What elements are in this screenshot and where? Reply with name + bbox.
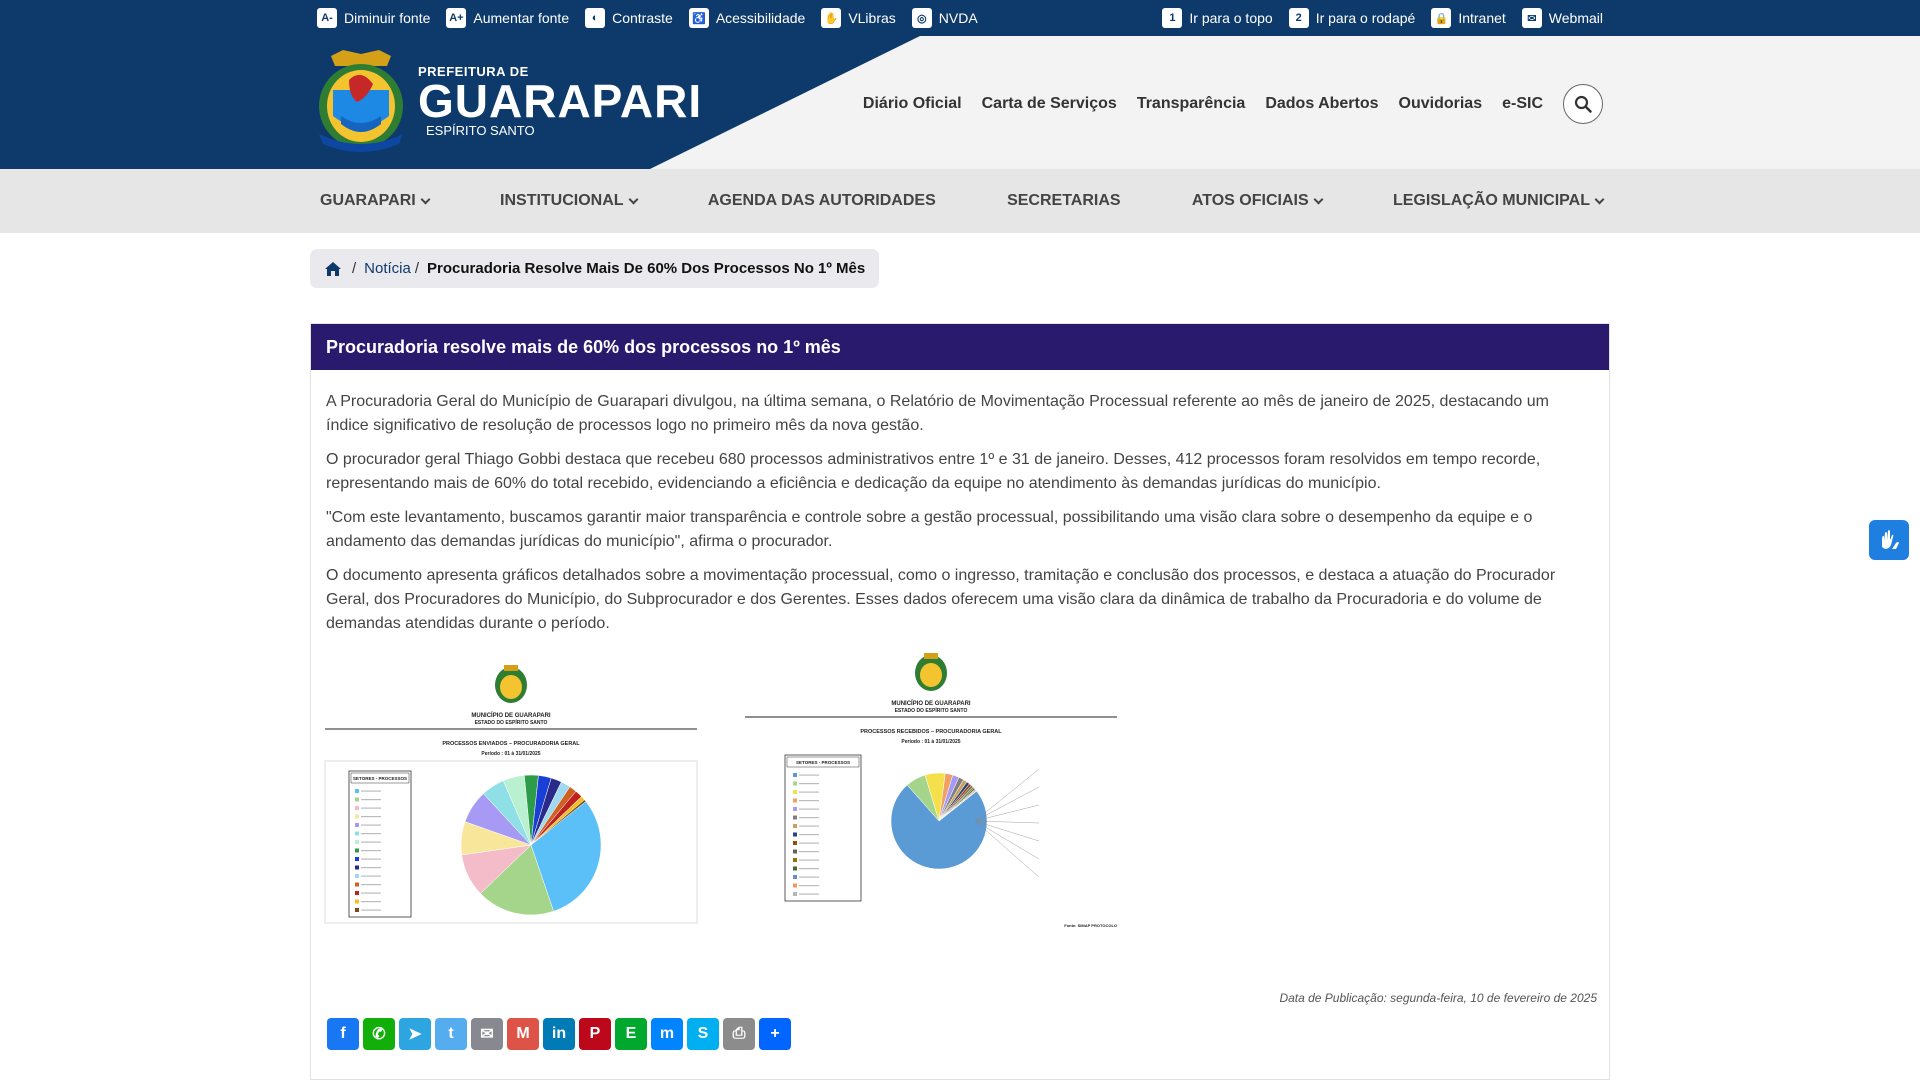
- nav-item-legislacao-municipal[interactable]: [1393, 192, 1603, 210]
- figure-period: Período : 01 à 31/01/2025: [901, 739, 961, 745]
- left-vlibras[interactable]: [821, 8, 895, 28]
- legend-label-line: [799, 885, 819, 886]
- figure-period: Período : 01 à 31/01/2025: [481, 751, 541, 757]
- print-share-button[interactable]: [723, 1018, 755, 1050]
- linkedin-share-button[interactable]: [543, 1018, 575, 1050]
- legend-swatch: [793, 799, 797, 803]
- legend-label-line: [799, 783, 819, 784]
- logo-state: ESPÍRITO SANTO: [426, 123, 535, 138]
- legend-swatch: [355, 849, 359, 853]
- article-paragraph: "Com este levantamento, buscamos garantir maior transparência e controle sobre a gestão processual, possibilitando uma visão clara sobre o desempenho da equipe e o andamento das demandas jurídicas do município", afirma o procurador.: [326, 509, 1533, 550]
- figure-emblem: [915, 653, 947, 691]
- legend-label-line: [361, 842, 381, 843]
- header-link-ouvidorias[interactable]: Ouvidorias: [1398, 95, 1483, 112]
- legend-swatch: [355, 900, 359, 904]
- right-number-1[interactable]: [1162, 8, 1272, 28]
- nvda-icon: ◎: [912, 8, 932, 28]
- print-icon: ⎙: [732, 1025, 746, 1042]
- mail-icon: ✉: [1522, 8, 1542, 28]
- legend-label-line: [361, 808, 381, 809]
- accessibility-left-group: [317, 8, 994, 28]
- legend-swatch: [793, 773, 797, 777]
- accessibility-link-label: NVDA: [938, 10, 978, 26]
- font-increase-icon: A+: [446, 8, 466, 28]
- city-coat-of-arms-logo[interactable]: [313, 50, 409, 154]
- font-decrease-icon: A-: [317, 8, 337, 28]
- legend-label-line: [799, 851, 819, 852]
- main-navigation-items: [320, 169, 1603, 233]
- legend-swatch: [355, 823, 359, 827]
- gmail-share-button[interactable]: [507, 1018, 539, 1050]
- header-link-diario-oficial[interactable]: Diário Oficial: [862, 95, 962, 112]
- legend-label-line: [361, 850, 381, 851]
- legend-label-line: [799, 834, 819, 835]
- article-figures: [321, 657, 1121, 947]
- right-number-2[interactable]: [1289, 8, 1416, 28]
- left-font-increase[interactable]: [446, 8, 569, 28]
- accessibility-bar-inner: [317, 0, 1603, 36]
- legend-swatch: [793, 782, 797, 786]
- breadcrumb-link-noticia[interactable]: Notícia: [364, 260, 411, 277]
- legend-label-line: [799, 809, 819, 810]
- figure-title: PROCESSOS RECEBIDOS – PROCURADORIA GERAL: [860, 729, 1002, 735]
- share-more-share-button[interactable]: [759, 1018, 791, 1050]
- legend-label-line: [799, 894, 819, 895]
- legend-swatch: [793, 790, 797, 794]
- legend-swatch: [355, 806, 359, 810]
- number-1-icon: 1: [1162, 8, 1182, 28]
- home-icon[interactable]: [324, 261, 342, 277]
- legend-swatch: [793, 875, 797, 879]
- figure-org: MUNICÍPIO DE GUARAPARI: [891, 701, 971, 707]
- legend-label-line: [799, 817, 819, 818]
- chevron-down-icon: [628, 194, 638, 204]
- accessibility-right-group: [1162, 8, 1603, 28]
- legend-swatch: [793, 807, 797, 811]
- legend-label-line: [361, 910, 381, 911]
- accessibility-link-label: Ir para o topo: [1189, 10, 1273, 26]
- twitter-share-button[interactable]: [435, 1018, 467, 1050]
- main-navigation: [0, 169, 1920, 233]
- nav-item-secretarias[interactable]: [1007, 192, 1121, 210]
- article-body: [311, 370, 1609, 636]
- legend-label-line: [361, 901, 381, 902]
- share-buttons: [327, 1018, 795, 1050]
- article-title: Procuradoria resolve mais de 60% dos processos no 1º mês: [311, 324, 1609, 370]
- legend-swatch: [793, 816, 797, 820]
- logo-city-name: GUARAPARI: [418, 75, 703, 127]
- legend-label-line: [799, 800, 819, 801]
- legend-label-line: [361, 799, 381, 800]
- chevron-down-icon: [1313, 194, 1323, 204]
- left-contrast[interactable]: [585, 8, 673, 28]
- publication-date: Data de Publicação: segunda-feira, 10 de fevereiro de 2025: [1279, 991, 1597, 1005]
- pie-chart-recebidos: [891, 773, 987, 869]
- accessibility-link-label: Ir para o rodapé: [1315, 10, 1416, 26]
- legend-swatch: [355, 857, 359, 861]
- left-accessibility[interactable]: [689, 8, 806, 28]
- legend-swatch: [355, 883, 359, 887]
- nav-item-label: ATOS OFICIAIS: [1191, 192, 1309, 209]
- logo-subtitle: PREFEITURA DE: [418, 64, 529, 79]
- telegram-share-button[interactable]: [399, 1018, 431, 1050]
- breadcrumb-separator: /: [352, 260, 357, 277]
- legend-label-line: [799, 826, 819, 827]
- legend-swatch: [793, 824, 797, 828]
- legend-swatch: [793, 841, 797, 845]
- legend-swatch: [793, 884, 797, 888]
- pinterest-icon: P: [589, 1025, 601, 1042]
- nav-item-label: SECRETARIAS: [1007, 192, 1121, 209]
- legend-label-line: [799, 775, 819, 776]
- article-paragraph: O procurador geral Thiago Gobbi destaca que recebeu 680 processos administrativos entre 1º e 31 de janeiro. Desses, 412 processos foram resolvidos em tempo recorde, representando mais de 60% do total recebido, evidenciando a eficiência e dedicação da equipe no atendimento às demandas jurídicas do município.: [326, 451, 1541, 492]
- figure-legend-title: SETORES - PROCESSOS: [353, 776, 407, 781]
- legend-swatch: [355, 789, 359, 793]
- legend-label-line: [361, 859, 381, 860]
- accessibility-icon: ♿: [689, 8, 709, 28]
- accessibility-link-label: Intranet: [1458, 10, 1506, 26]
- legend-swatch: [793, 858, 797, 862]
- legend-label-line: [361, 833, 381, 834]
- lock-icon: 🔒: [1431, 8, 1451, 28]
- figure-title: PROCESSOS ENVIADOS – PROCURADORIA GERAL: [442, 741, 580, 747]
- whatsapp-icon: ✆: [372, 1026, 386, 1043]
- header-link-dados-abertos[interactable]: Dados Abertos: [1265, 95, 1379, 112]
- legend-label-line: [799, 868, 819, 869]
- nav-item-label: INSTITUCIONAL: [500, 192, 624, 209]
- legend-swatch: [355, 832, 359, 836]
- legend-swatch: [793, 892, 797, 896]
- skype-icon: S: [697, 1025, 709, 1042]
- accessibility-link-label: Webmail: [1548, 10, 1603, 26]
- sign-language-hands-icon: [1876, 527, 1902, 553]
- whatsapp-share-button[interactable]: [363, 1018, 395, 1050]
- legend-label-line: [799, 843, 819, 844]
- figure-state: ESTADO DO ESPÍRITO SANTO: [474, 720, 548, 726]
- legend-label-line: [361, 825, 381, 826]
- gmail-icon: M: [516, 1025, 530, 1042]
- legend-label-line: [361, 867, 381, 868]
- legend-label-line: [799, 860, 819, 861]
- legend-swatch: [793, 867, 797, 871]
- figure-org: MUNICÍPIO DE GUARAPARI: [471, 713, 551, 719]
- figure-processos-recebidos[interactable]: [743, 649, 1119, 939]
- header-link-carta-servicos[interactable]: Carta de Serviços: [981, 95, 1117, 112]
- logo-text[interactable]: [418, 64, 702, 138]
- vlibras-icon: ✋: [821, 8, 841, 28]
- right-lock[interactable]: [1431, 8, 1505, 28]
- article-paragraph: O documento apresenta gráficos detalhados sobre a movimentação processual, como o ingresso, tramitação e conclusão dos processos, e destaca a atuação do Procurador Geral, dos Procuradores do Município, do Subprocurador e dos Gerentes. Esses dados oferecem uma visão clara da dinâmica de trabalho da Procuradoria e do volume de demandas atendidas durante o período.: [326, 567, 1556, 632]
- pinterest-share-button[interactable]: [579, 1018, 611, 1050]
- article-paragraph: A Procuradoria Geral do Município de Guarapari divulgou, na última semana, o Relatório de Movimentação Processual referente ao mês de janeiro de 2025, destacando um índice significativo de resolução de processos logo no primeiro mês da nova gestão.: [326, 393, 1549, 434]
- nav-item-guarapari[interactable]: [320, 192, 429, 210]
- vlibras-widget-button[interactable]: [1869, 520, 1909, 560]
- chevron-down-icon: [420, 194, 430, 204]
- legend-label-line: [361, 893, 381, 894]
- twitter-icon: t: [448, 1025, 454, 1042]
- nav-item-agenda-das-autoridades[interactable]: [708, 192, 936, 210]
- telegram-icon: ➤: [408, 1026, 422, 1043]
- linkedin-icon: in: [551, 1025, 567, 1042]
- nav-item-label: GUARAPARI: [320, 192, 416, 209]
- accessibility-link-label: Diminuir fonte: [344, 10, 431, 26]
- evernote-icon: E: [625, 1025, 637, 1042]
- legend-swatch: [793, 833, 797, 837]
- legend-label-line: [361, 876, 381, 877]
- figure-source: Fonte: SIMAP PROTOCOLO: [1064, 923, 1117, 928]
- email-share-button[interactable]: [471, 1018, 503, 1050]
- nav-item-label: LEGISLAÇÃO MUNICIPAL: [1392, 192, 1590, 209]
- legend-swatch: [355, 840, 359, 844]
- legend-label-line: [361, 884, 381, 885]
- breadcrumb: [310, 249, 879, 288]
- facebook-share-button[interactable]: [327, 1018, 359, 1050]
- accessibility-link-label: Contraste: [612, 10, 673, 26]
- accessibility-link-label: VLibras: [848, 10, 896, 26]
- legend-label-line: [361, 791, 381, 792]
- figure-state: ESTADO DO ESPÍRITO SANTO: [894, 708, 968, 714]
- nav-item-label: AGENDA DAS AUTORIDADES: [707, 192, 936, 209]
- figure-processos-enviados[interactable]: [321, 657, 701, 937]
- legend-swatch: [355, 815, 359, 819]
- legend-swatch: [793, 850, 797, 854]
- share-more-icon: +: [770, 1025, 780, 1042]
- accessibility-bar: [0, 0, 1920, 36]
- legend-label-line: [799, 877, 819, 878]
- evernote-share-button[interactable]: [615, 1018, 647, 1050]
- header-link-transparencia[interactable]: Transparência: [1136, 95, 1246, 112]
- legend-swatch: [355, 874, 359, 878]
- breadcrumb-current: Procuradoria Resolve Mais De 60% Dos Processos No 1º Mês: [427, 260, 866, 277]
- email-icon: ✉: [480, 1026, 494, 1043]
- accessibility-link-label: Acessibilidade: [715, 10, 806, 26]
- figure-emblem: [495, 665, 527, 703]
- left-nvda[interactable]: [912, 8, 978, 28]
- site-header: [0, 36, 1920, 169]
- legend-label-line: [799, 792, 819, 793]
- figure-legend-title: SETORES - PROCESSOS: [796, 760, 850, 765]
- legend-swatch: [355, 866, 359, 870]
- facebook-icon: f: [340, 1025, 346, 1042]
- skype-share-button[interactable]: [687, 1018, 719, 1050]
- nav-item-atos-oficiais[interactable]: [1192, 192, 1322, 210]
- number-2-icon: 2: [1289, 8, 1309, 28]
- pie-chart-enviados: [461, 775, 601, 915]
- header-link-esic[interactable]: e-SIC: [1502, 95, 1543, 112]
- left-font-decrease[interactable]: [317, 8, 430, 28]
- legend-swatch: [355, 798, 359, 802]
- messenger-icon: m: [659, 1025, 675, 1042]
- chevron-down-icon: [1595, 194, 1605, 204]
- search-button[interactable]: [1563, 84, 1603, 124]
- contrast-icon: ◐: [585, 8, 605, 28]
- accessibility-link-label: Aumentar fonte: [473, 10, 570, 26]
- article-card: [310, 323, 1610, 1080]
- legend-label-line: [361, 816, 381, 817]
- right-mail[interactable]: [1522, 8, 1603, 28]
- header-quick-links: [843, 84, 1603, 124]
- nav-item-institucional[interactable]: [500, 192, 637, 210]
- messenger-share-button[interactable]: [651, 1018, 683, 1050]
- search-icon: [1574, 95, 1592, 113]
- legend-swatch: [355, 908, 359, 912]
- legend-swatch: [355, 891, 359, 895]
- breadcrumb-separator: /: [414, 260, 420, 277]
